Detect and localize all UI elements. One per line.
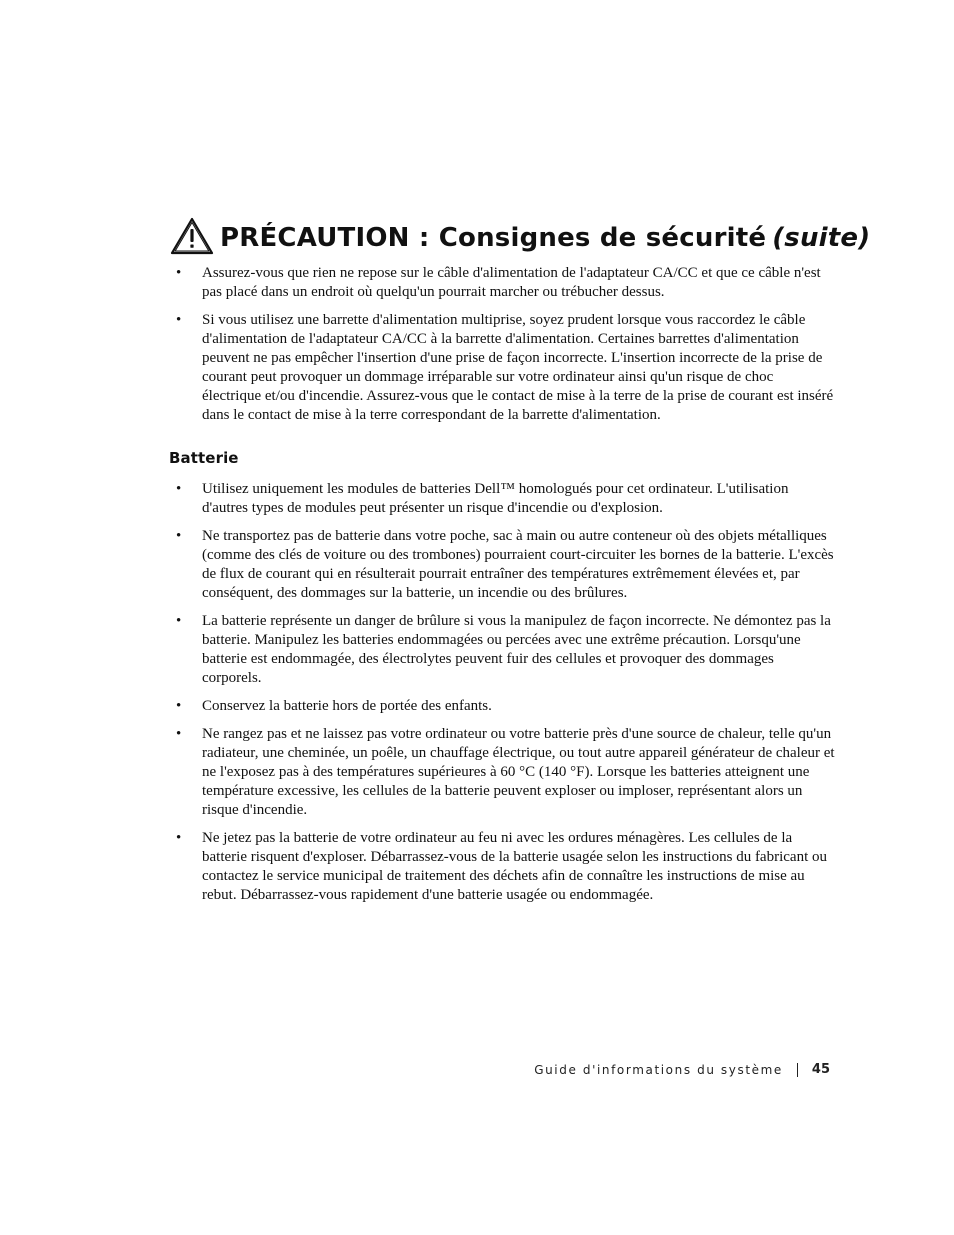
bullet-icon: •	[176, 528, 182, 544]
list-item-text: Assurez-vous que rien ne repose sur le câble d'alimentation de l'adaptateur CA/CC et que ce câble n'est pas placé dans un endroit où quelqu'un pourrait marcher ou trébucher dessus.	[202, 265, 821, 300]
footer-divider	[797, 1063, 798, 1077]
bullet-icon: •	[176, 312, 182, 328]
list-item	[176, 311, 836, 425]
bullet-icon: •	[176, 481, 182, 497]
page-title	[220, 223, 870, 253]
section-heading	[170, 218, 870, 258]
bullet-icon: •	[176, 726, 182, 742]
page-title-main: PRÉCAUTION : Consignes de sécurité	[220, 223, 767, 253]
bullet-icon: •	[176, 698, 182, 714]
bullet-icon: •	[176, 265, 182, 281]
list-item-text: Conservez la batterie hors de portée des enfants.	[202, 698, 492, 714]
list-item	[176, 527, 836, 603]
list-item	[176, 612, 836, 688]
list-item	[176, 697, 836, 716]
battery-bullet-list	[176, 480, 836, 905]
bullet-icon: •	[176, 830, 182, 846]
list-item-text: Utilisez uniquement les modules de batteries Dell™ homologués pour cet ordinateur. L'utilisation d'autres types de modules peut présenter un risque d'incendie ou d'explosion.	[202, 481, 789, 516]
page-title-suite: (suite)	[772, 223, 871, 253]
list-item	[176, 725, 836, 820]
page-number: 45	[811, 1062, 830, 1077]
page-footer	[534, 1062, 830, 1077]
list-item-text: Ne transportez pas de batterie dans votre poche, sac à main ou autre conteneur où des objets métalliques (comme des clés de voiture ou des trombones) pourraient court-circuiter les bornes de la batterie. L'excès de flux de courant qui en résulterait pourrait entraîner des températures extrêmement élevées et, par conséquent, des dommages sur la batterie, un incendie ou des brûlures.	[202, 528, 834, 601]
warning-triangle-icon	[170, 217, 220, 260]
list-item	[176, 480, 836, 518]
list-item-text: La batterie représente un danger de brûlure si vous la manipulez de façon incorrecte. Ne démontez pas la batterie. Manipulez les batteries endommagées ou percées avec une extrême précaution. Lorsqu'une batterie est endommagée, des électrolytes peuvent fuir des cellules et provoquer des dommages corporels.	[202, 613, 831, 686]
list-item-text: Si vous utilisez une barrette d'alimentation multiprise, soyez prudent lorsque vous raccordez le câble d'alimentation de l'adaptateur CA/CC à la barrette d'alimentation. Certaines barrettes d'alimentation peuvent ne pas empêcher l'insertion d'une prise de façon incorrecte. L'insertion incorrecte de la prise de courant peut provoquer un dommage irréparable sur votre ordinateur ainsi qu'un risque de choc électrique et/ou d'incendie. Assurez-vous que le contact de mise à la terre de la prise de courant est inséré dans le contact de mise à la terre correspondant de la barrette d'alimentation.	[202, 312, 834, 423]
bullet-icon: •	[176, 613, 182, 629]
intro-bullet-list	[176, 264, 836, 425]
list-item-text: Ne jetez pas la batterie de votre ordinateur au feu ni avec les ordures ménagères. Les cellules de la batterie risquent d'exploser. Débarrassez-vous de la batterie usagée selon les instructions du fabricant ou contactez le service municipal de traitement des déchets afin de connaître les instructions de mise au rebut. Débarrassez-vous rapidement d'une batterie usagée ou endommagée.	[202, 830, 827, 903]
list-item	[176, 829, 836, 905]
footer-guide-title: Guide d'informations du système	[534, 1062, 783, 1077]
list-item	[176, 264, 836, 302]
list-item-text: Ne rangez pas et ne laissez pas votre ordinateur ou votre batterie près d'une source de chaleur, telle qu'un radiateur, une cheminée, un poêle, un chauffage électrique, ou tout autre appareil générateur de chaleur et ne l'exposez pas à des températures supérieures à 60 °C (140 °F). Lorsque les batteries atteignent une température excessive, les cellules de la batterie peuvent exploser ou imploser, représentant alors un risque d'incendie.	[202, 726, 835, 818]
battery-section-title: Batterie	[169, 449, 239, 467]
document-body	[169, 264, 836, 914]
